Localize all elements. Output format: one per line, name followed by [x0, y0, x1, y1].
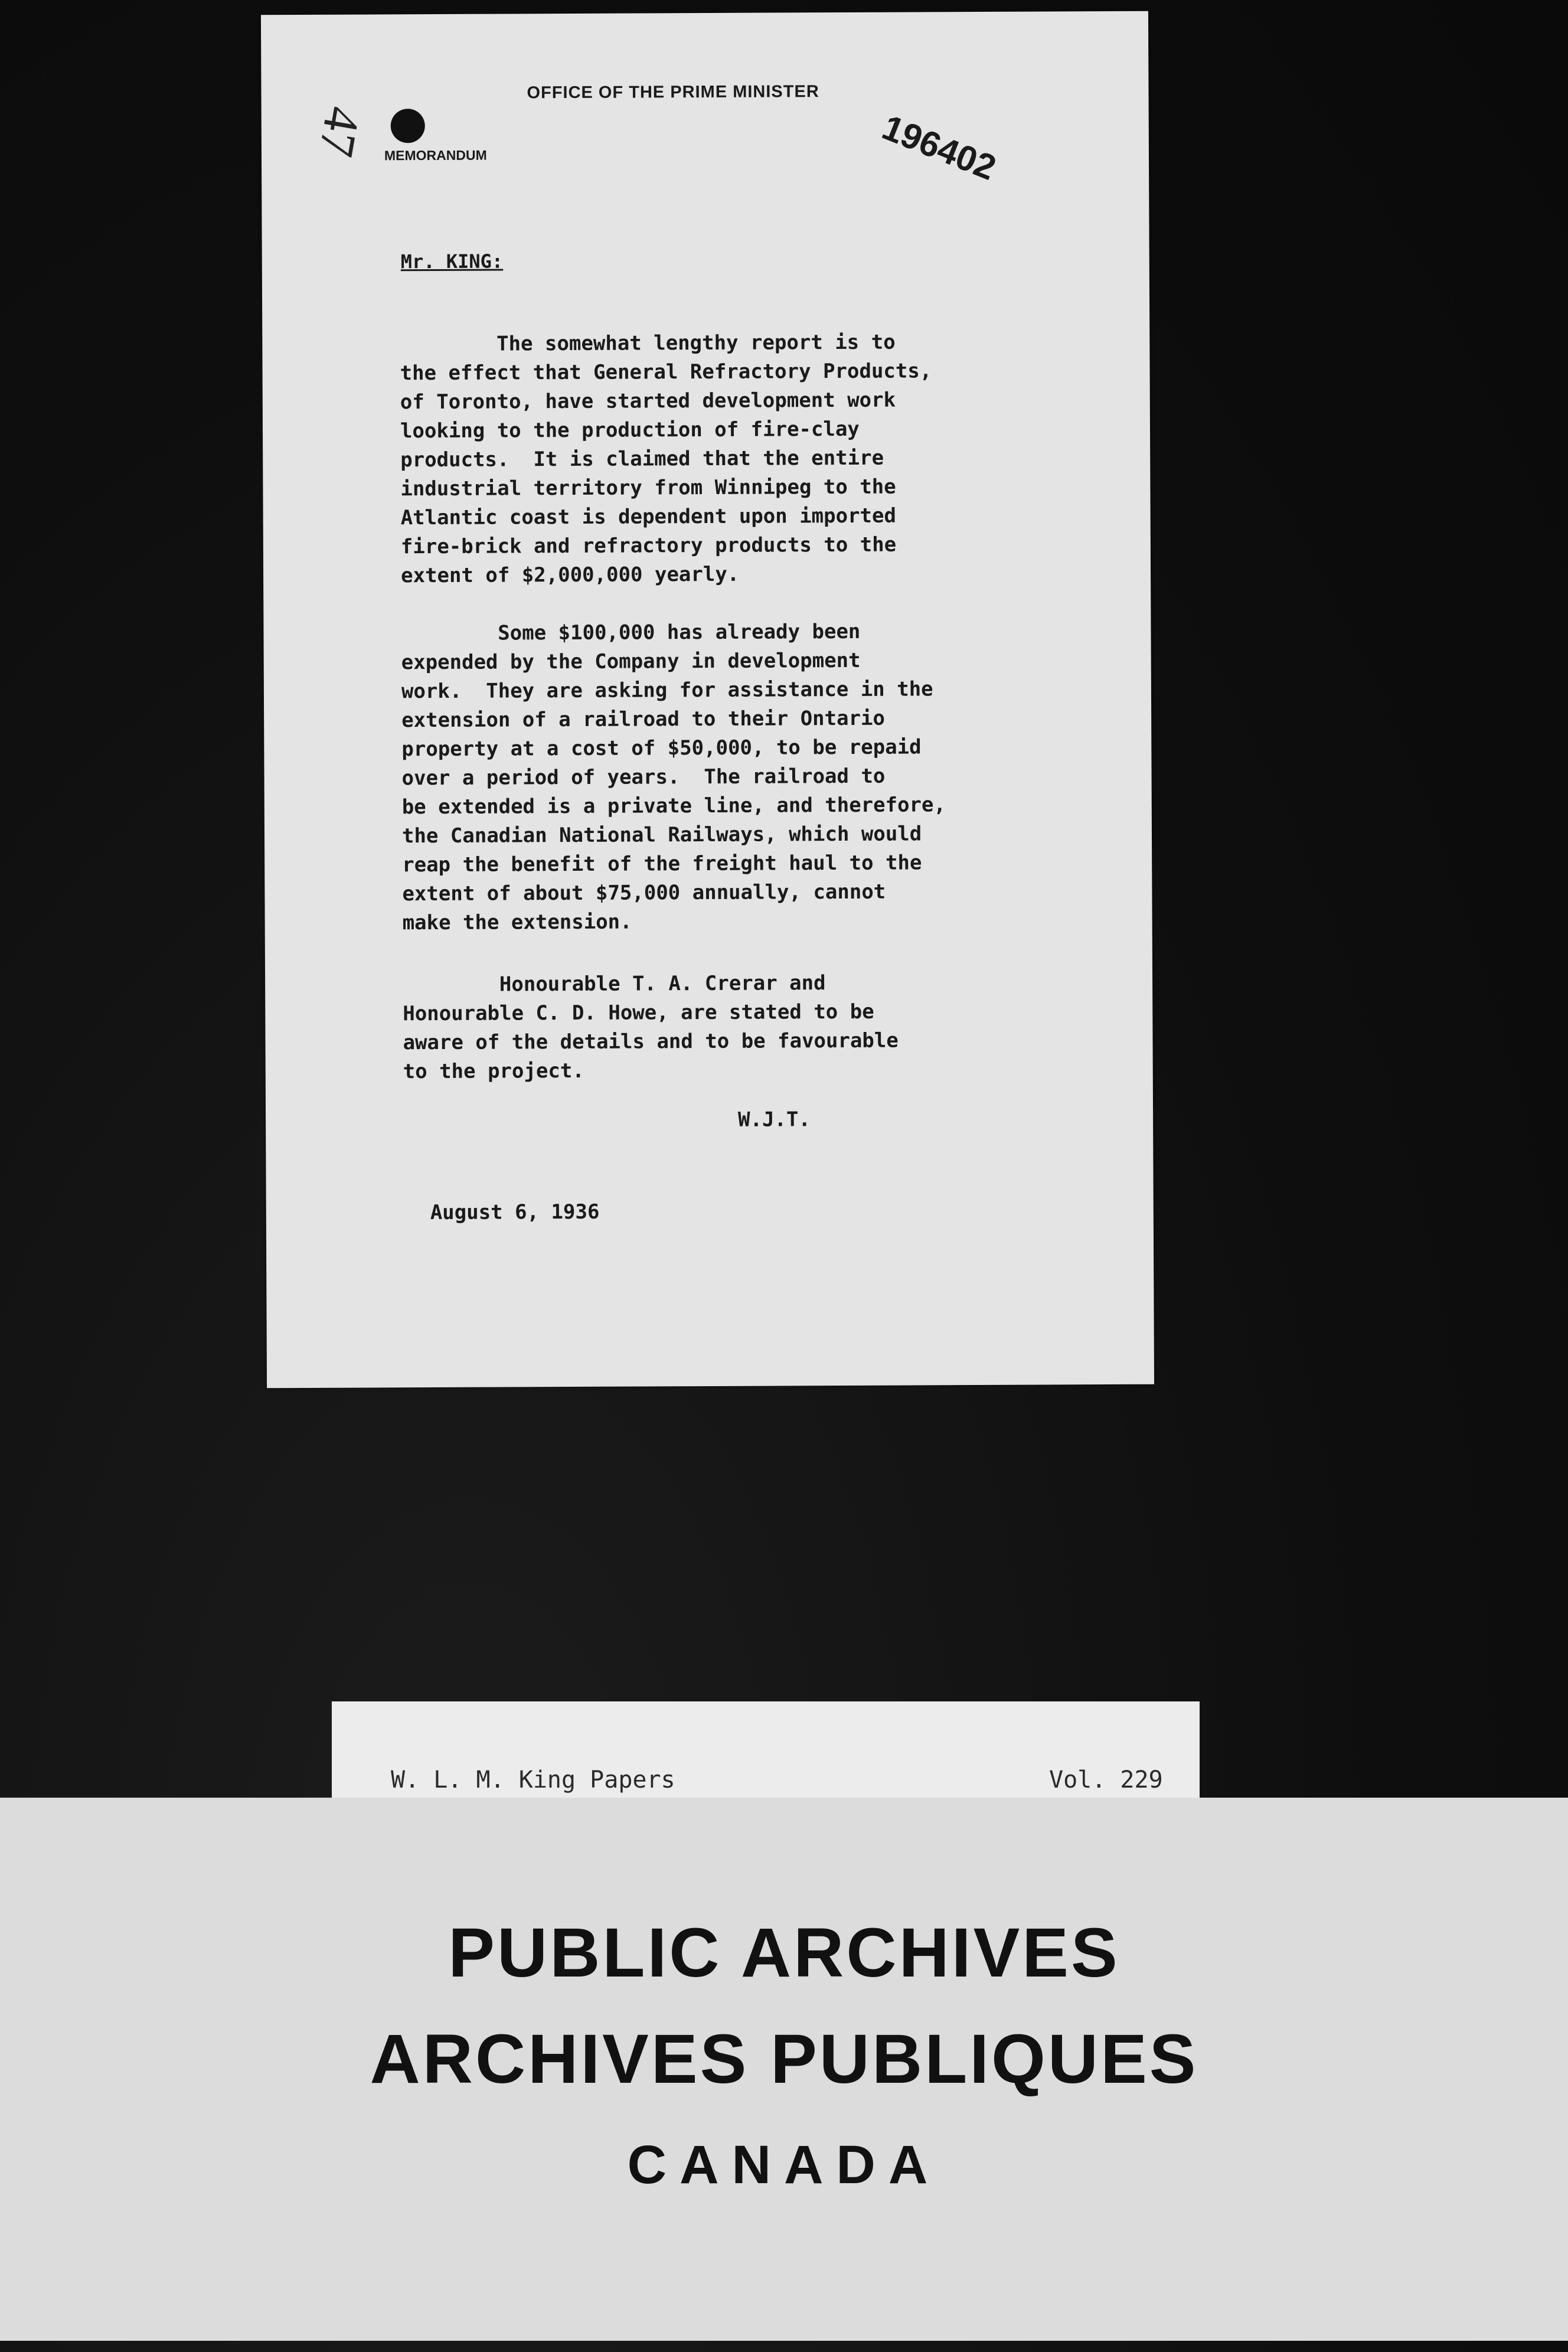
memo-body-line: extent of about $75,000 annually, cannot	[402, 880, 886, 906]
memo-body-line: industrial territory from Winnipeg to the	[400, 475, 896, 501]
archives-card	[0, 1798, 1568, 2341]
memo-body-line: The somewhat lengthy report is to	[400, 330, 896, 357]
signature-initials: W.J.T.	[738, 1108, 811, 1132]
memo-body-line: the Canadian National Railways, which would	[401, 822, 922, 848]
memo-body-line: property at a cost of $50,000, to be repaid	[401, 735, 922, 762]
memo-date: August 6, 1936	[430, 1200, 600, 1225]
memo-body-line: Some $100,000 has already been	[401, 619, 861, 646]
folio-mark: 47	[308, 102, 371, 161]
memo-body-line: Honourable C. D. Howe, are stated to be	[403, 999, 874, 1026]
memo-body-line: expended by the Company in development	[401, 648, 861, 675]
memo-body-line: of Toronto, have started development work	[400, 388, 896, 414]
memo-sheet	[261, 11, 1154, 1389]
archives-country: CANADA	[627, 2135, 941, 2195]
memo-body-line: extension of a railroad to their Ontario	[401, 706, 886, 733]
memo-body-line: extent of $2,000,000 yearly.	[400, 562, 740, 588]
papers-tab-label	[332, 1701, 1200, 1805]
memo-body-line: fire-brick and refractory products to the	[400, 533, 897, 559]
document-number-stamp: 196402	[877, 107, 1002, 188]
memo-body-line: to the project.	[403, 1059, 584, 1084]
memo-body-line: reap the benefit of the freight haul to the	[402, 851, 922, 877]
memo-body-line: looking to the production of fire-clay	[400, 417, 860, 443]
volume-number: Vol. 229	[1049, 1766, 1163, 1794]
memo-body-line: work. They are asking for assistance in the	[401, 677, 933, 704]
memo-body-line: products. It is claimed that the entire	[400, 446, 884, 472]
archives-title-english: PUBLIC ARCHIVES	[448, 1914, 1120, 1992]
office-heading: OFFICE OF THE PRIME MINISTER	[527, 82, 819, 103]
memorandum-label: MEMORANDUM	[384, 147, 487, 164]
salutation: Mr. KING:	[400, 250, 504, 273]
memo-body-line: the effect that General Refractory Products,	[400, 359, 932, 386]
memo-body-line: over a period of years. The railroad to	[401, 764, 886, 790]
memo-body-line: Atlantic coast is dependent upon imported	[400, 504, 896, 530]
memo-body-line: be extended is a private line, and therefore,	[401, 793, 946, 819]
archives-title-french: ARCHIVES PUBLIQUES	[370, 2020, 1198, 2098]
memo-body-line: aware of the details and to be favourable	[403, 1028, 899, 1055]
memo-body-line: Honourable T. A. Crerar and	[403, 971, 826, 997]
collection-title: W. L. M. King Papers	[391, 1766, 675, 1794]
seal-dot-icon	[391, 109, 425, 143]
memo-body-line: make the extension.	[402, 910, 632, 935]
